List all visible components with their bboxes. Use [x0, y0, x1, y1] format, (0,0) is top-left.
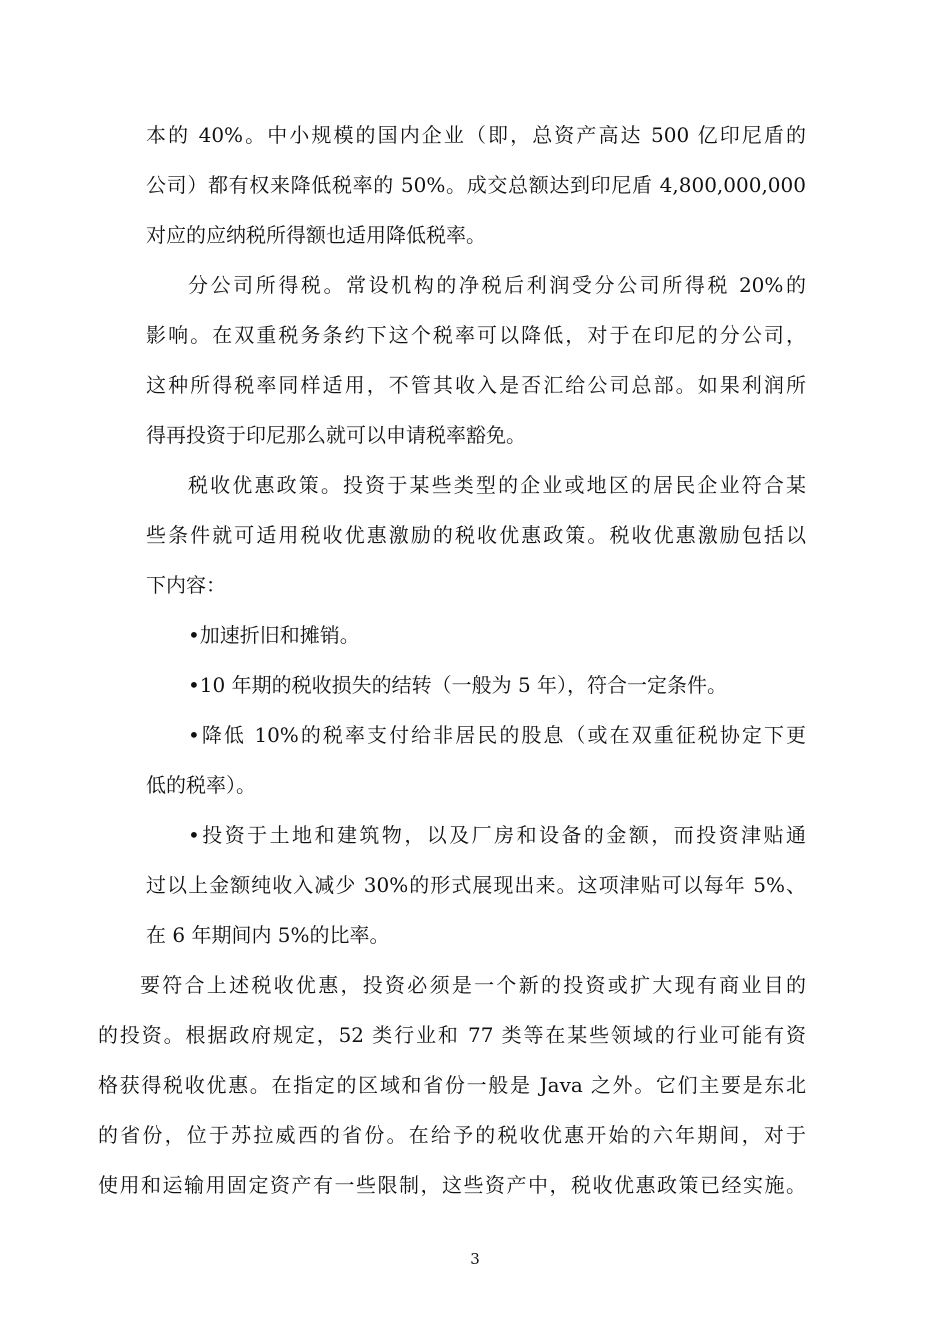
text-line: 过以上金额纯收入减少 30%的形式展现出来。这项津贴可以每年 5%、 [146, 873, 806, 897]
bullet-item: •10 年期的税收损失的结转（一般为 5 年），符合一定条件。 [188, 673, 728, 697]
text-line: 的投资。根据政府规定，52 类行业和 77 类等在某些领域的行业可能有资 [98, 1023, 806, 1047]
text-line: 公司）都有权来降低税率的 50%。成交总额达到印尼盾 4,800,000,000 [146, 173, 806, 197]
bullet-item: •投资于土地和建筑物，以及厂房和设备的金额，而投资津贴通 [188, 823, 806, 847]
text-line: 税收优惠政策。投资于某些类型的企业或地区的居民企业符合某 [188, 473, 806, 497]
text-line: 要符合上述税收优惠，投资必须是一个新的投资或扩大现有商业目的 [140, 973, 806, 997]
text-line: 下内容： [146, 573, 226, 597]
text-line: 在 6 年期间内 5%的比率。 [146, 923, 390, 947]
text-line: 低的税率）。 [146, 773, 256, 797]
text-line: 得再投资于印尼那么就可以申请税率豁免。 [146, 423, 526, 447]
text-line: 影响。在双重税务条约下这个税率可以降低，对于在印尼的分公司， [146, 323, 806, 347]
text-line: 本的 40%。中小规模的国内企业（即，总资产高达 500 亿印尼盾的 [146, 123, 806, 147]
bullet-item: •加速折旧和摊销。 [188, 623, 360, 647]
text-line: 使用和运输用固定资产有一些限制，这些资产中，税收优惠政策已经实施。 [98, 1173, 806, 1197]
text-line: 分公司所得税。常设机构的净税后利润受分公司所得税 20%的 [188, 273, 806, 297]
bullet-item: •降低 10%的税率支付给非居民的股息（或在双重征税协定下更 [188, 723, 806, 747]
text-line: 对应的应纳税所得额也适用降低税率。 [146, 223, 486, 247]
text-line: 些条件就可适用税收优惠激励的税收优惠政策。税收优惠激励包括以 [146, 523, 806, 547]
text-line: 这种所得税率同样适用，不管其收入是否汇给公司总部。如果利润所 [146, 373, 806, 397]
text-line: 的省份，位于苏拉威西的省份。在给予的税收优惠开始的六年期间，对于 [98, 1123, 806, 1147]
text-line: 格获得税收优惠。在指定的区域和省份一般是 Java 之外。它们主要是东北 [98, 1073, 806, 1097]
page-number: 3 [470, 1250, 480, 1268]
